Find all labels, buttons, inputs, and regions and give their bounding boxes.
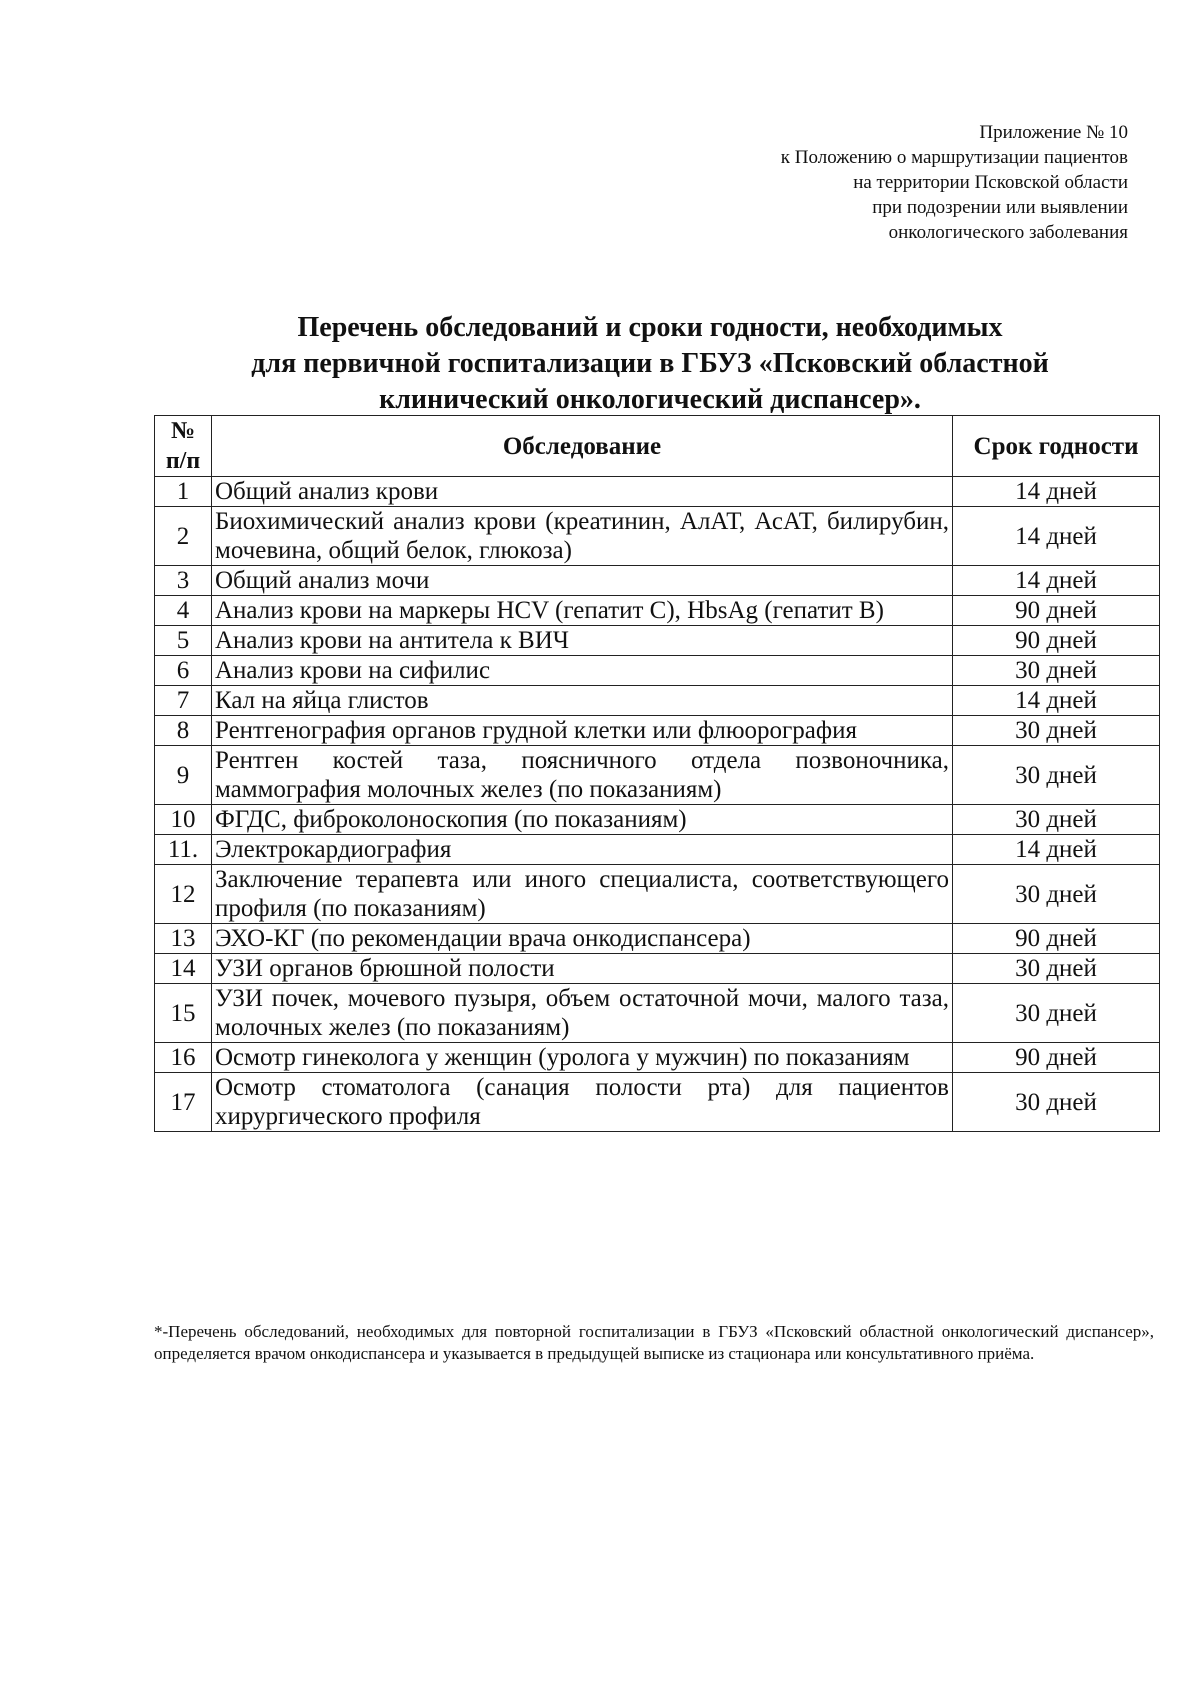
table-row [155,954,1160,984]
appendix-line: онкологического заболевания [888,222,1128,243]
row-number: 5 [155,626,212,656]
appendix-line: к Положению о маршрутизации пациентов [780,147,1128,168]
row-validity: 90 дней [953,596,1160,626]
row-number: 16 [155,1043,212,1073]
column-header-number [155,416,212,477]
row-examination: Осмотр гинеколога у женщин (уролога у мужчин) по показаниям [212,1043,953,1073]
row-validity: 30 дней [953,1073,1160,1132]
row-number: 8 [155,716,212,746]
row-number: 13 [155,924,212,954]
table-row [155,746,1160,805]
row-validity: 14 дней [953,477,1160,507]
row-examination: Биохимический анализ крови (креатинин, АлАТ, АсАТ, билирубин, мочевина, общий белок, глюкоза) [212,507,953,566]
row-validity: 30 дней [953,865,1160,924]
column-header-validity: Срок годности [953,416,1160,477]
table-row [155,805,1160,835]
table-row [155,835,1160,865]
title-line: клинический онкологический диспансер». [379,384,921,415]
row-examination: УЗИ почек, мочевого пузыря, объем остаточной мочи, малого таза, молочных желез (по показаниям) [212,984,953,1043]
row-validity: 30 дней [953,984,1160,1043]
row-examination: Анализ крови на маркеры HCV (гепатит С), HbsAg (гепатит В) [212,596,953,626]
row-examination: Общий анализ крови [212,477,953,507]
row-number: 15 [155,984,212,1043]
row-validity: 14 дней [953,507,1160,566]
appendix-line: на территории Псковской области [853,172,1128,193]
row-validity: 90 дней [953,1043,1160,1073]
row-examination: Электрокардиография [212,835,953,865]
row-validity: 30 дней [953,716,1160,746]
row-number: 2 [155,507,212,566]
row-examination: Рентген костей таза, поясничного отдела позвоночника, маммография молочных желез (по показаниям) [212,746,953,805]
row-examination: Заключение терапевта или иного специалиста, соответствующего профиля (по показаниям) [212,865,953,924]
column-header-examination: Обследование [212,416,953,477]
appendix-line: при подозрении или выявлении [872,197,1128,218]
table-row [155,596,1160,626]
row-number: 14 [155,954,212,984]
table-row [155,477,1160,507]
row-examination: Анализ крови на сифилис [212,656,953,686]
appendix-header [781,120,1128,245]
table-row [155,507,1160,566]
examinations-table [154,415,1160,1132]
table-row [155,626,1160,656]
row-examination: Общий анализ мочи [212,566,953,596]
row-number: 9 [155,746,212,805]
row-examination: УЗИ органов брюшной полости [212,954,953,984]
appendix-line: Приложение № 10 [979,122,1128,143]
row-validity: 30 дней [953,954,1160,984]
row-validity: 14 дней [953,686,1160,716]
table-row [155,1073,1160,1132]
table-row [155,716,1160,746]
table-row [155,924,1160,954]
row-number: 1 [155,477,212,507]
row-number: 17 [155,1073,212,1132]
table-header-row [155,416,1160,477]
row-examination: ЭХО-КГ (по рекомендации врача онкодиспансера) [212,924,953,954]
row-validity: 14 дней [953,835,1160,865]
row-number: 10 [155,805,212,835]
row-number: 11. [155,835,212,865]
table-row [155,865,1160,924]
row-examination: Анализ крови на антитела к ВИЧ [212,626,953,656]
row-validity: 90 дней [953,626,1160,656]
row-validity: 30 дней [953,656,1160,686]
title-line: для первичной госпитализации в ГБУЗ «Псковский областной [251,348,1049,379]
footnote: *-Перечень обследований, необходимых для повторной госпитализации в ГБУЗ «Псковский областной онкологический диспансер», определяется врачом онкодиспансера и указывается в предыдущей выписке из стационара или консультативного приёма. [154,1322,1154,1363]
row-number: 6 [155,656,212,686]
column-header-number-line1: № [170,418,196,444]
table-row [155,686,1160,716]
row-number: 7 [155,686,212,716]
row-number: 4 [155,596,212,626]
row-validity: 30 дней [953,746,1160,805]
table-row [155,566,1160,596]
column-header-number-line2: п/п [165,448,201,474]
row-validity: 90 дней [953,924,1160,954]
table-row [155,656,1160,686]
table-row [155,984,1160,1043]
row-validity: 14 дней [953,566,1160,596]
title-line: Перечень обследований и сроки годности, необходимых [297,312,1003,343]
row-number: 12 [155,865,212,924]
row-examination: Рентгенография органов грудной клетки или флюорография [212,716,953,746]
row-examination: Осмотр стоматолога (санация полости рта) для пациентов хирургического профиля [212,1073,953,1132]
row-validity: 30 дней [953,805,1160,835]
table-row [155,1043,1160,1073]
row-number: 3 [155,566,212,596]
row-examination: Кал на яйца глистов [212,686,953,716]
document-title [150,310,1150,418]
row-examination: ФГДС, фиброколоноскопия (по показаниям) [212,805,953,835]
